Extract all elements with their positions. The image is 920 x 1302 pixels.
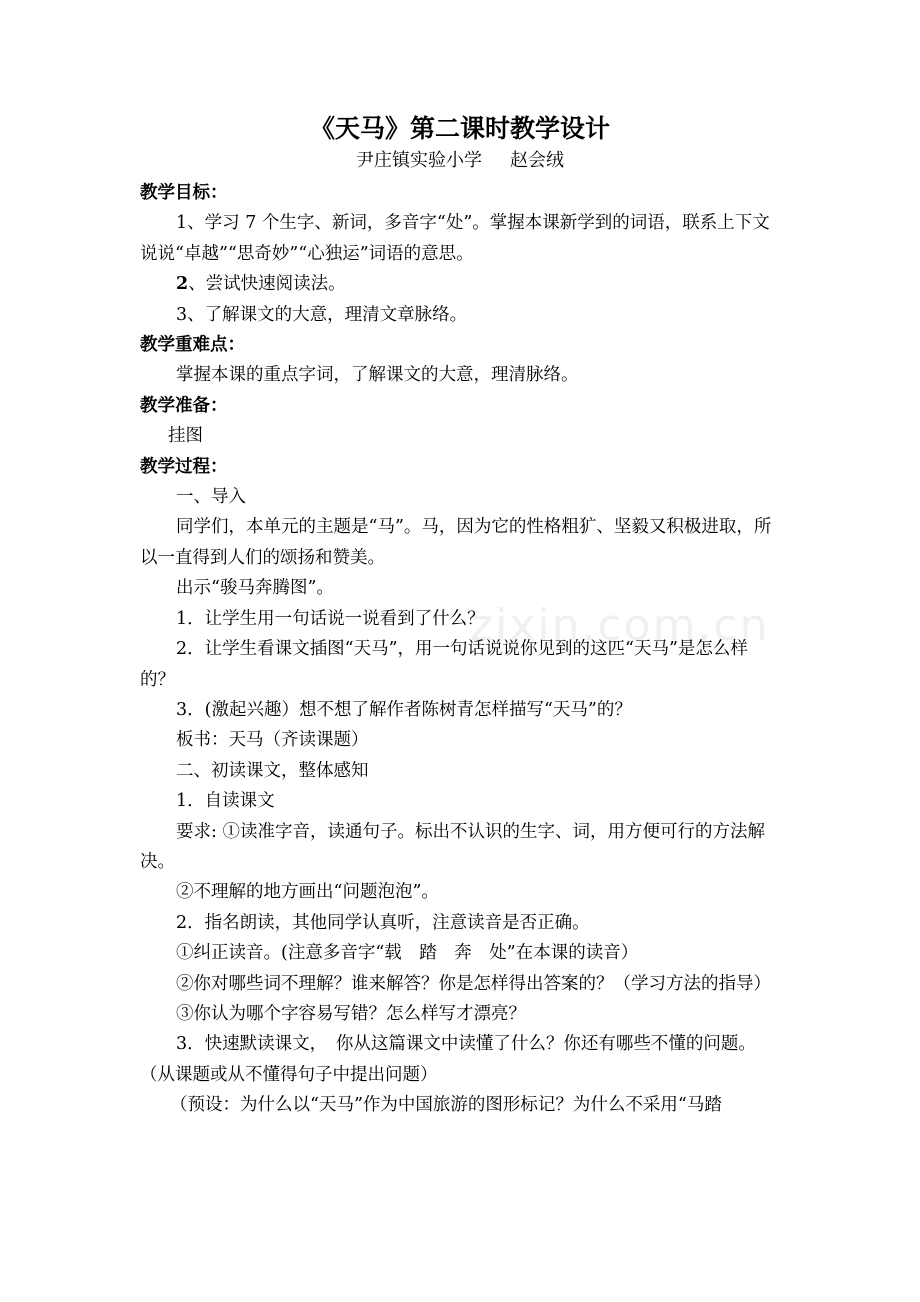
goal-2 [140,269,780,299]
paragraph: 2．指名朗读，其他同学认真听，注意读音是否正确。 [176,912,590,933]
paragraph: （预设：为什么以“天马”作为中国旅游的图形标记？为什么不采用“马踏 [170,1095,722,1116]
paragraph: 2．让学生看课文插图“天马”，用一句话说说你见到的这匹“天马”是怎么样的？ [140,639,748,690]
document-body [140,178,780,1121]
section-heading-key-points: 教学重难点： [140,335,245,356]
paragraph: 要求: ①读准字音，读通句子。标出不认识的生字、词，用方便可行的方法解决。 [140,821,765,872]
goal-1: 1、学习 7 个生字、新词，多音字“处”。掌握本课新学到的词语，联系上下文说说“卓越”“思奇妙”“心独运”词语的意思。 [140,213,770,264]
author-name: 赵会绒 [510,150,564,171]
section-heading-goals: 教学目标： [140,183,228,203]
section-heading-process: 教学过程： [140,456,228,477]
paragraph: 3．(激起兴趣）想不想了解作者陈树青怎样描写“天马”的？ [176,699,632,720]
process-step-2: 二、初读课文，整体感知 [176,760,369,781]
key-points-text: 掌握本课的重点字词，了解课文的大意，理清脉络。 [176,365,579,386]
paragraph: ①纠正读音。(注意多音字“载 踏 奔 处”在本课的读音） [176,943,639,964]
section-heading-preparation: 教学准备： [140,395,228,416]
paragraph: ②不理解的地方画出“问题泡泡”。 [176,882,439,903]
paragraph: 板书：天马（齐读课题） [176,730,369,751]
paragraph: ②你对哪些词不理解？谁来解答？你是怎样得出答案的？（学习方法的指导） [176,973,771,994]
preparation-text: 挂图 [168,426,203,447]
goal-2-number: 2 [176,274,189,295]
document-title: 《天马》第二课时教学设计 [309,114,610,143]
goal-2-text: 、尝试快速阅读法。 [188,274,346,295]
process-step-1: 一、导入 [176,487,246,508]
paragraph: 同学们，本单元的主题是“马”。马，因为它的性格粗犷、坚毅又积极进取，所以一直得到人们的颂扬和赞美。 [140,517,772,568]
watermark: zixin.com.cn [470,600,770,651]
author-line [0,146,920,176]
goal-3: 3、了解课文的大意，理清文章脉络。 [176,304,468,325]
paragraph: 1．让学生用一句话说一说看到了什么？ [176,608,485,629]
author-school: 尹庄镇实验小学 [356,150,482,171]
paragraph: 出示“骏马奔腾图”。 [176,578,334,599]
paragraph: 3．快速默读课文， 你从这篇课文中读懂了什么？你还有哪些不懂的问题。（从课题或从不懂得句子中提出问题） [140,1034,756,1085]
paragraph: ③你认为哪个字容易写错？怎么样写才漂亮？ [176,1003,526,1024]
paragraph: 1．自读课文 [176,791,275,812]
